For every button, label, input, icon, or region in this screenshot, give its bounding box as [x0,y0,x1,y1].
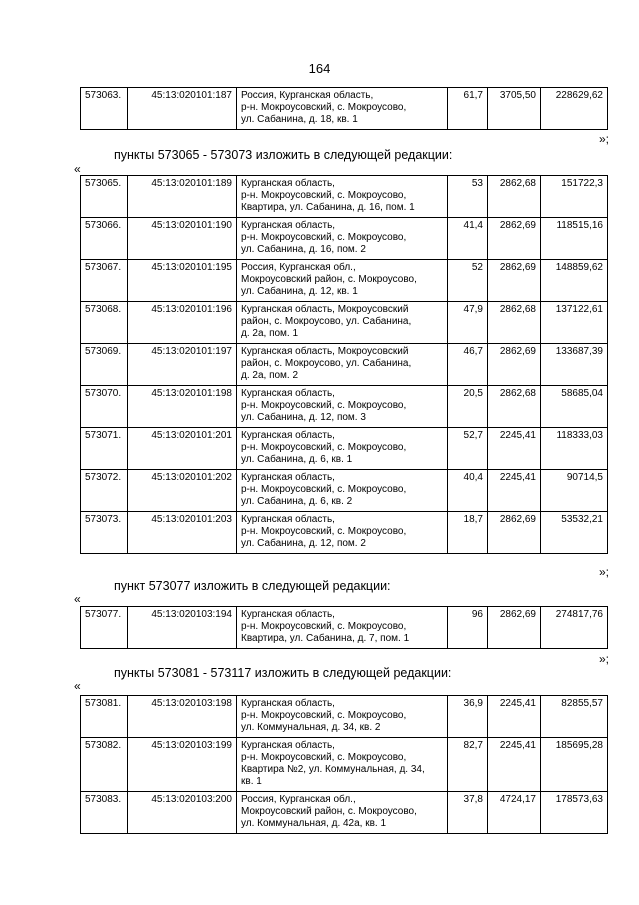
address-line: р-н. Мокроусовский, с. Мокроусово, [241,190,407,201]
cell-cadastral-number: 45:13:020103:200 [128,792,237,834]
address-line: ул. Сабанина, д. 6, кв. 2 [241,496,353,507]
cell-address [237,792,448,834]
cell-address [237,512,448,554]
cell-address [237,344,448,386]
address-line: ул. Сабанина, д. 12, пом. 3 [241,412,366,423]
table-row [81,696,608,738]
cell-area: 20,5 [448,386,488,428]
table-row [81,470,608,512]
cell-area: 61,7 [448,88,488,130]
cell-area: 37,8 [448,792,488,834]
cell-address [237,88,448,130]
address-line: район, с. Мокроусово, ул. Сабанина, [241,316,412,327]
table-section-4 [80,695,608,834]
cell-value: 90714,5 [541,470,608,512]
cell-cadastral-number: 45:13:020101:187 [128,88,237,130]
cell-rate: 4724,17 [488,792,541,834]
address-line: Квартира, ул. Сабанина, д. 16, пом. 1 [241,202,415,213]
address-line: р-н. Мокроусовский, с. Мокроусово, [241,710,407,721]
instruction-section-2: пункты 573065 - 573073 изложить в следующей редакции: [114,148,453,162]
address-line: кв. 1 [241,776,262,787]
page-number: 164 [308,61,331,76]
cell-rate: 2862,69 [488,607,541,649]
cell-value: 228629,62 [541,88,608,130]
cell-item-number: 573068. [81,302,128,344]
cell-item-number: 573069. [81,344,128,386]
cell-area: 18,7 [448,512,488,554]
address-line: Курганская область, [241,472,335,483]
cell-address [237,260,448,302]
cell-cadastral-number: 45:13:020101:190 [128,218,237,260]
cell-value: 133687,39 [541,344,608,386]
address-line: Квартира №2, ул. Коммунальная, д. 34, [241,764,425,775]
address-line: р-н. Мокроусовский, с. Мокроусово, [241,484,407,495]
cell-area: 46,7 [448,344,488,386]
address-line: Мокроусовский район, с. Мокроусово, [241,274,417,285]
cell-rate: 2862,68 [488,302,541,344]
cell-area: 96 [448,607,488,649]
cell-cadastral-number: 45:13:020101:198 [128,386,237,428]
cell-cadastral-number: 45:13:020101:196 [128,302,237,344]
cell-value: 178573,63 [541,792,608,834]
cell-cadastral-number: 45:13:020101:195 [128,260,237,302]
address-line: д. 2а, пом. 1 [241,328,299,339]
cell-address [237,386,448,428]
opening-quote-3: « [74,592,81,606]
cell-item-number: 573070. [81,386,128,428]
cell-address [237,696,448,738]
address-line: Курганская область, Мокроусовский [241,304,409,315]
cell-value: 53532,21 [541,512,608,554]
cell-rate: 2862,69 [488,512,541,554]
cell-rate: 2245,41 [488,428,541,470]
cell-value: 137122,61 [541,302,608,344]
cell-value: 274817,76 [541,607,608,649]
cell-area: 53 [448,176,488,218]
address-line: р-н. Мокроусовский, с. Мокроусово, [241,102,407,113]
cell-cadastral-number: 45:13:020101:197 [128,344,237,386]
cell-value: 82855,57 [541,696,608,738]
cell-value: 185695,28 [541,738,608,792]
address-line: ул. Коммунальная, д. 34, кв. 2 [241,722,381,733]
cell-item-number: 573082. [81,738,128,792]
address-line: р-н. Мокроусовский, с. Мокроусово, [241,442,407,453]
cell-item-number: 573065. [81,176,128,218]
address-line: р-н. Мокроусовский, с. Мокроусово, [241,400,407,411]
address-line: ул. Сабанина, д. 18, кв. 1 [241,114,358,125]
address-line: Курганская область, [241,178,335,189]
instruction-section-3: пункт 573077 изложить в следующей редакции: [114,579,391,593]
cell-value: 58685,04 [541,386,608,428]
cell-address [237,302,448,344]
cell-rate: 2862,69 [488,260,541,302]
cell-item-number: 573067. [81,260,128,302]
closing-quote-2: »; [598,565,609,579]
address-line: Россия, Курганская обл., [241,794,356,805]
table-row [81,512,608,554]
table-section-3 [80,606,608,649]
address-line: р-н. Мокроусовский, с. Мокроусово, [241,752,407,763]
cell-value: 118333,03 [541,428,608,470]
cell-cadastral-number: 45:13:020101:201 [128,428,237,470]
address-line: район, с. Мокроусово, ул. Сабанина, [241,358,412,369]
cell-area: 52 [448,260,488,302]
address-line: Курганская область, [241,609,335,620]
cell-address [237,176,448,218]
cell-area: 82,7 [448,738,488,792]
cell-area: 41,4 [448,218,488,260]
opening-quote-4: « [74,679,81,693]
table-row [81,218,608,260]
cell-value: 118515,16 [541,218,608,260]
closing-quote-3: »; [598,652,609,666]
cell-cadastral-number: 45:13:020103:194 [128,607,237,649]
address-line: Россия, Курганская область, [241,90,374,101]
cell-value: 151722,3 [541,176,608,218]
cell-rate: 2245,41 [488,738,541,792]
address-line: р-н. Мокроусовский, с. Мокроусово, [241,232,407,243]
cell-cadastral-number: 45:13:020103:198 [128,696,237,738]
opening-quote-2: « [74,162,81,176]
cell-item-number: 573072. [81,470,128,512]
address-line: Куpганская область, [241,220,336,231]
cell-area: 52,7 [448,428,488,470]
cell-area: 40,4 [448,470,488,512]
cell-cadastral-number: 45:13:020103:199 [128,738,237,792]
address-line: ул. Коммунальная, д. 42а, кв. 1 [241,818,387,829]
address-line: р-н. Мокроусовский, с. Мокроусово, [241,621,407,632]
table-section-2 [80,175,608,554]
address-line: ул. Сабанина, д. 12, кв. 1 [241,286,358,297]
table-row [81,260,608,302]
table-row [81,88,608,130]
cell-item-number: 573063. [81,88,128,130]
cell-rate: 2862,68 [488,176,541,218]
cell-item-number: 573073. [81,512,128,554]
cell-address [237,470,448,512]
address-line: Курганская область, Мокроусовский [241,346,409,357]
address-line: ул. Сабанина, д. 12, пом. 2 [241,538,366,549]
address-line: Курганская область, [241,430,335,441]
address-line: ул. Сабанина, д. 6, кв. 1 [241,454,353,465]
cell-address [237,607,448,649]
cell-item-number: 573083. [81,792,128,834]
cell-rate: 2245,41 [488,696,541,738]
table-row [81,302,608,344]
cell-rate: 2862,69 [488,344,541,386]
cell-cadastral-number: 45:13:020101:202 [128,470,237,512]
cell-rate: 2862,68 [488,386,541,428]
address-line: Россия, Курганская обл., [241,262,356,273]
address-line: ул. Сабанина, д. 16, пом. 2 [241,244,366,255]
table-row [81,428,608,470]
cell-rate: 3705,50 [488,88,541,130]
address-line: Курганская область, [241,388,335,399]
cell-area: 36,9 [448,696,488,738]
cell-value: 148859,62 [541,260,608,302]
address-line: Курганская область, [241,514,335,525]
cell-area: 47,9 [448,302,488,344]
cell-cadastral-number: 45:13:020101:203 [128,512,237,554]
address-line: Мокроусовский район, с. Мокроусово, [241,806,417,817]
address-line: д. 2а, пом. 2 [241,370,299,381]
cell-address [237,738,448,792]
cell-address [237,428,448,470]
address-line: р-н. Мокроусовский, с. Мокроусово, [241,526,407,537]
instruction-section-4: пункты 573081 - 573117 изложить в следующей редакции: [114,666,452,680]
cell-item-number: 573081. [81,696,128,738]
table-row [81,738,608,792]
table-row [81,792,608,834]
table-section-1 [80,87,608,130]
cell-item-number: 573066. [81,218,128,260]
cell-rate: 2245,41 [488,470,541,512]
cell-item-number: 573071. [81,428,128,470]
address-line: Курганская область, [241,698,335,709]
table-row [81,607,608,649]
address-line: Квартира, ул. Сабанина, д. 7, пом. 1 [241,633,410,644]
address-line: Курганская область, [241,740,335,751]
table-row [81,386,608,428]
closing-quote-1: »; [598,132,609,146]
cell-address [237,218,448,260]
table-row [81,344,608,386]
table-row [81,176,608,218]
cell-cadastral-number: 45:13:020101:189 [128,176,237,218]
cell-rate: 2862,69 [488,218,541,260]
cell-item-number: 573077. [81,607,128,649]
